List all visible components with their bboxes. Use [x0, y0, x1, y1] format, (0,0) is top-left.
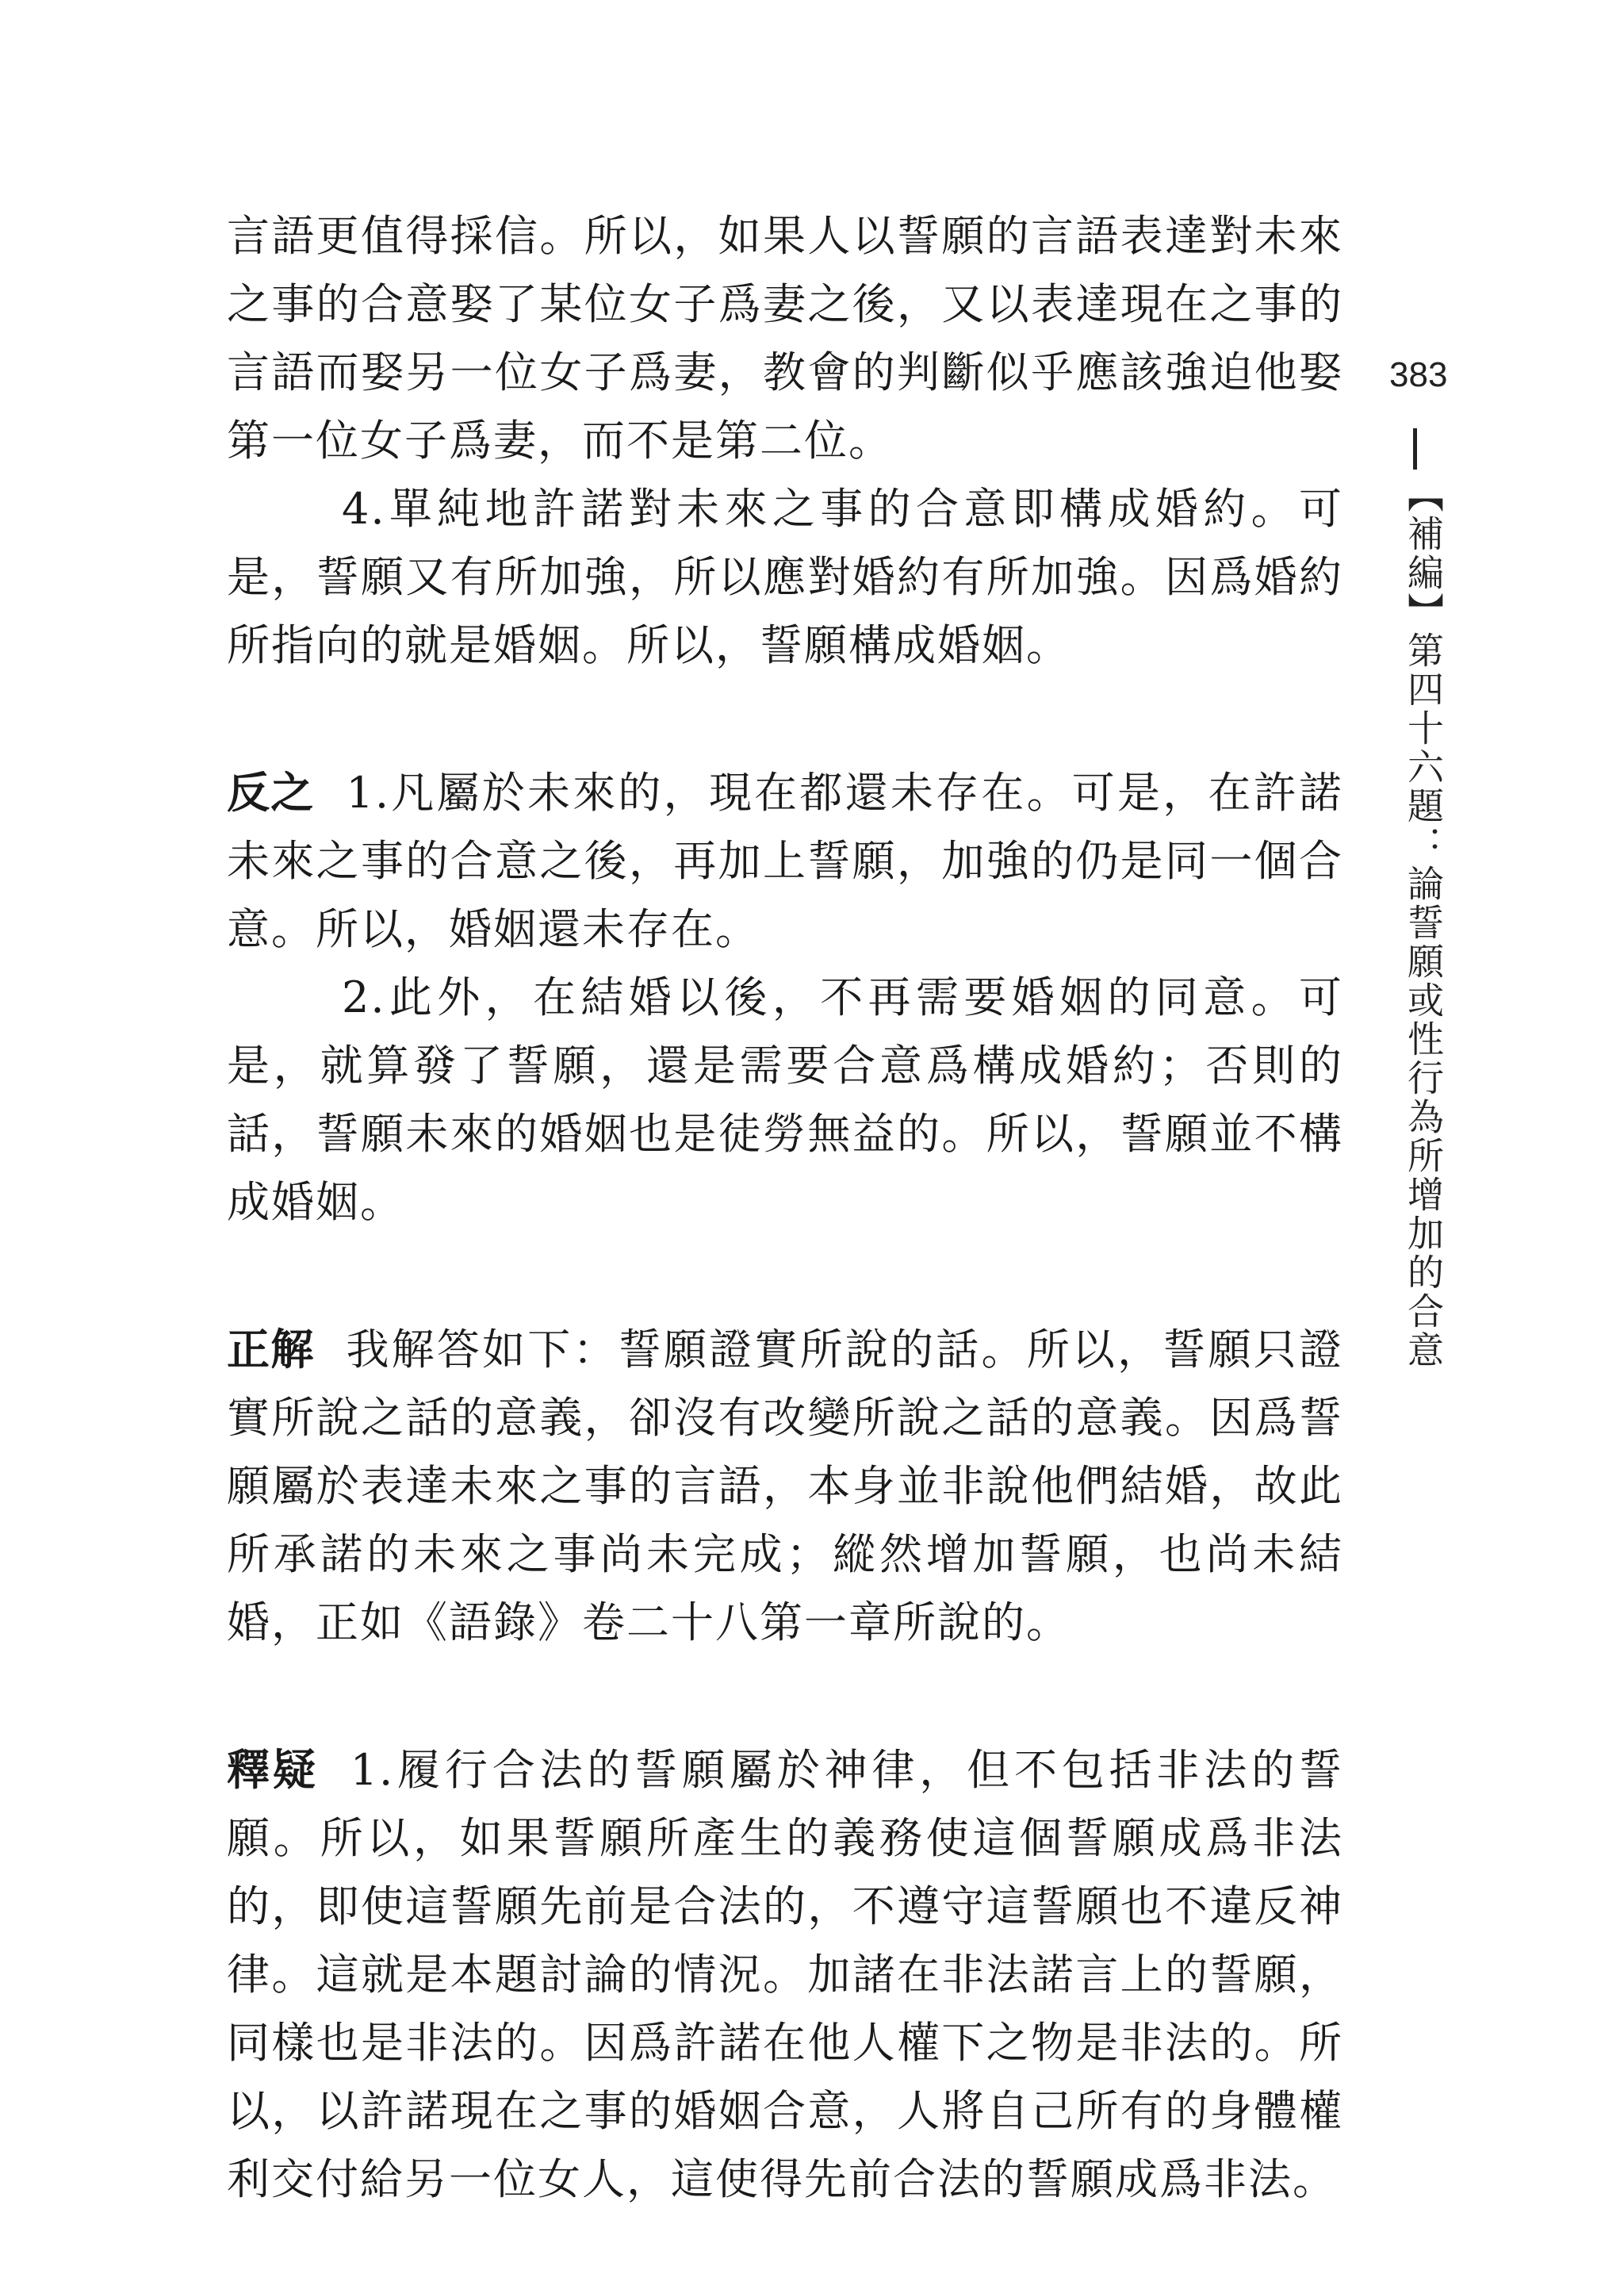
- paragraph-text: 言語更值得採信。所以，如果人以誓願的言語表達對未來之事的合意娶了某位女子爲妻之後，又以表達現在之事的言語而娶另一位女子爲妻，教會的判斷似乎應該強迫他娶第一位女子爲妻，而不是第二位。: [227, 211, 1343, 466]
- page-number: 383: [1389, 355, 1448, 394]
- paragraph-continuation: [227, 202, 1343, 475]
- paragraph-reply-1: [227, 1736, 1343, 2214]
- body-text: [227, 202, 1343, 2214]
- paragraph-text: 1.履行合法的誓願屬於神律，但不包括非法的誓願。所以，如果誓願所產生的義務使這個誓願成爲非法的，即使這誓願先前是合法的，不遵守這誓願也不違反神律。這就是本題討論的情況。加諸在非法諾言上的誓願，同樣也是非法的。因爲許諾在他人權下之物是非法的。所以，以許諾現在之事的婚姻合意，人將自己所有的身體權利交付給另一位女人，這使得先前合法的誓願成爲非法。: [227, 1745, 1343, 2204]
- paragraph-sed-contra-1: [227, 759, 1343, 964]
- paragraph-sed-contra-2: [227, 964, 1343, 1237]
- paragraph-text: 1.凡屬於未來的，現在都還未存在。可是，在許諾未來之事的合意之後，再加上誓願，加強的仍是同一個合意。所以，婚姻還未存在。: [227, 768, 1343, 954]
- section-heading-reply: 釋疑: [227, 1745, 319, 1795]
- running-header-title: 【補編】第四十六題：論誓願或性行為所增加的合意: [1402, 476, 1445, 1370]
- paragraph-respondeo: [227, 1316, 1343, 1657]
- paragraph-text: 我解答如下：誓願證實所說的話。所以，誓願只證實所說之話的意義，卻沒有改變所說之話的意義。因爲誓願屬於表達未來之事的言語，本身並非說他們結婚，故此所承諾的未來之事尚未完成；縱然增加誓願，也尚未結婚，正如《語錄》卷二十八第一章所說的。: [227, 1325, 1344, 1647]
- section-heading-sed-contra: 反之: [227, 768, 315, 818]
- paragraph-objection-4: [227, 475, 1343, 680]
- section-heading-respondeo: 正解: [227, 1325, 315, 1375]
- paragraph-text: 4.單純地許諾對未來之事的合意即構成婚約。可是，誓願又有所加強，所以應對婚約有所加強。因爲婚約所指向的就是婚姻。所以，誓願構成婚姻。: [227, 484, 1343, 670]
- header-rule: [1413, 428, 1417, 470]
- paragraph-text: 2.此外，在結婚以後，不再需要婚姻的同意。可是，就算發了誓願，還是需要合意爲構成婚約；否則的話，誓願未來的婚姻也是徒勞無益的。所以，誓願並不構成婚姻。: [227, 972, 1343, 1227]
